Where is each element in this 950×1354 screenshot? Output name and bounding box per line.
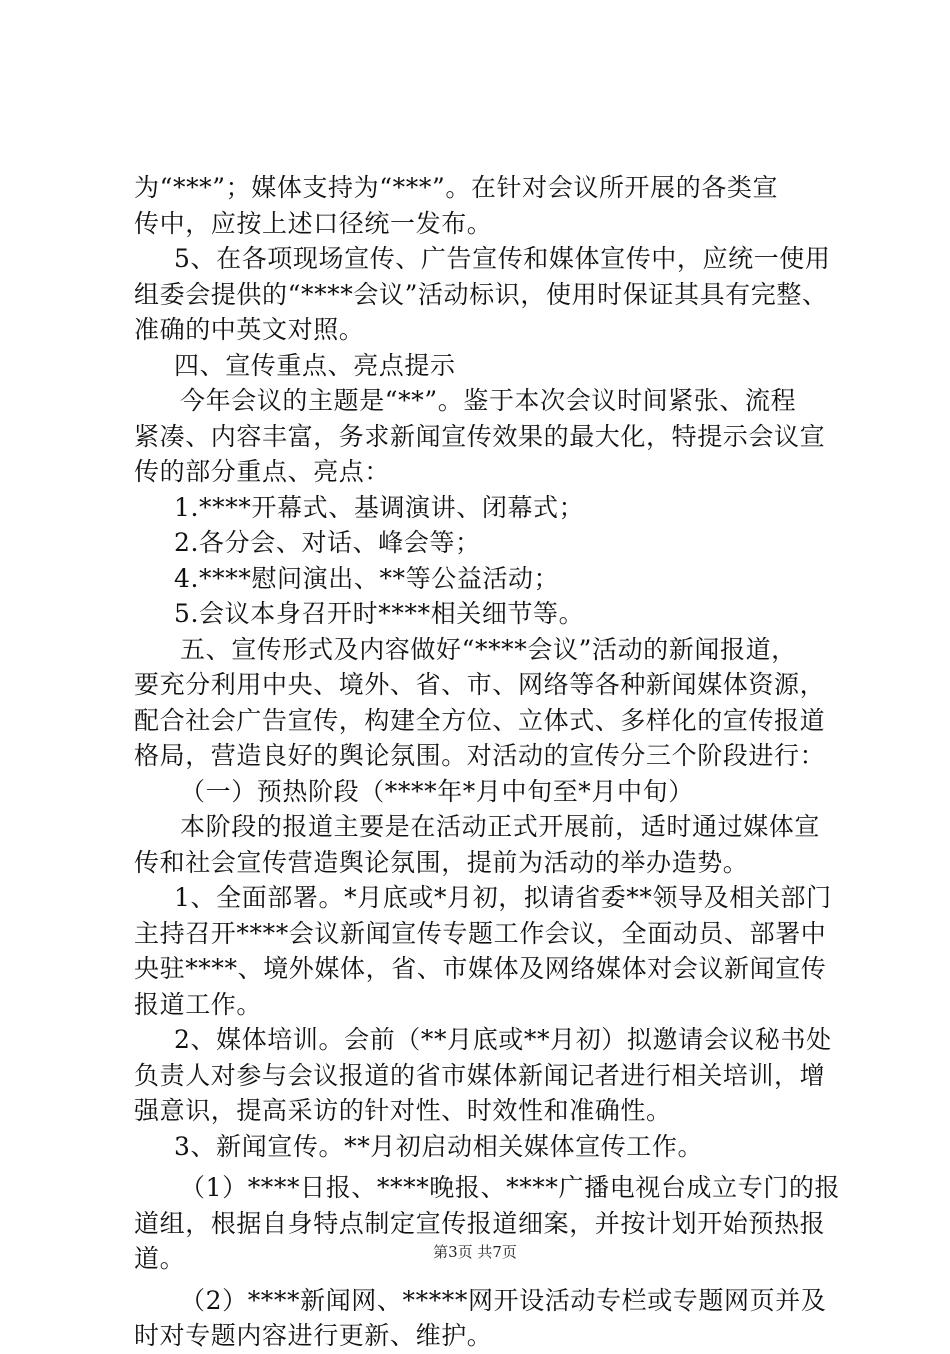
text-line: （1）****日报、****晚报、****广播电视台成立专门的报: [180, 1173, 841, 1202]
text-line: 本阶段的报道主要是在活动正式开展前，适时通过媒体宣: [180, 812, 821, 841]
text-line: 传和社会宣传营造舆论氛围，提前为活动的举办造势。: [134, 847, 749, 877]
text-line: 4.****慰问演出、**等公益活动；: [174, 563, 560, 593]
text-line: （2）****新闻网、*****网开设活动专栏或专题网页并及: [180, 1285, 827, 1315]
text-line: 组委会提供的“****会议”活动标识，使用时保证其具有完整、: [134, 279, 828, 309]
text-line: 为“***”；媒体支持为“***”。在针对会议所开展的各类宣: [134, 173, 779, 202]
document-body: [134, 170, 841, 1354]
text-line: 五、宣传形式及内容做好“****会议”活动的新闻报道，: [180, 634, 797, 664]
page-footer: 第3页 共7页: [433, 1243, 517, 1261]
text-line: 格局，营造良好的舆论氛围。对活动的宣传分三个阶段进行：: [134, 741, 826, 770]
text-line: 3、新闻宣传。**月初启动相关媒体宣传工作。: [174, 1131, 704, 1161]
text-line: 央驻****、境外媒体，省、市媒体及网络媒体对会议新闻宣传: [134, 954, 827, 983]
text-line: 准确的中英文对照。: [134, 315, 365, 344]
text-line: 主持召开****会议新闻宣传专题工作会议，全面动员、部署中: [134, 918, 827, 948]
text-line: （一）预热阶段（****年*月中旬至*月中旬）: [180, 776, 694, 806]
text-line: 时对专题内容进行更新、维护。: [134, 1321, 493, 1350]
text-line: 紧凑、内容丰富，务求新闻宣传效果的最大化，特提示会议宣: [134, 421, 826, 451]
text-line: 配合社会广告宣传，构建全方位、立体式、多样化的宣传报道: [134, 705, 826, 735]
text-line: 5.会议本身召开时****相关细节等。: [174, 599, 585, 628]
text-line: 1.****开幕式、基调演讲、闭幕式；: [174, 492, 585, 522]
text-line: 负责人对参与会议报道的省市媒体新闻记者进行相关培训，增: [134, 1060, 826, 1090]
text-line: 今年会议的主题是“**”。鉴于本次会议时间紧张、流程: [180, 386, 797, 415]
text-line: 传中，应按上述口径统一发布。: [134, 208, 493, 238]
text-line: 传的部分重点、亮点：: [134, 457, 391, 486]
text-line: 道组，根据自身特点制定宣传报道细案，并按计划开始预热报: [134, 1208, 826, 1238]
text-line: 2.各分会、对话、峰会等；: [174, 528, 481, 557]
text-line: 强意识，提高采访的针对性、时效性和准确性。: [134, 1096, 672, 1125]
text-line: 要充分利用中央、境外、省、市、网络等各种新闻媒体资源，: [134, 670, 826, 699]
text-line: 报道工作。: [134, 989, 263, 1019]
text-line: 1、全面部署。*月底或*月初，拟请省委**领导及相关部门: [174, 883, 832, 912]
text-line: 四、宣传重点、亮点提示: [174, 350, 456, 380]
text-line: 道。: [134, 1244, 186, 1273]
text-line: 5、在各项现场宣传、广告宣传和媒体宣传中，应统一使用: [174, 244, 831, 273]
text-line: 2、媒体培训。会前（**月底或**月初）拟邀请会议秘书处: [174, 1025, 832, 1054]
